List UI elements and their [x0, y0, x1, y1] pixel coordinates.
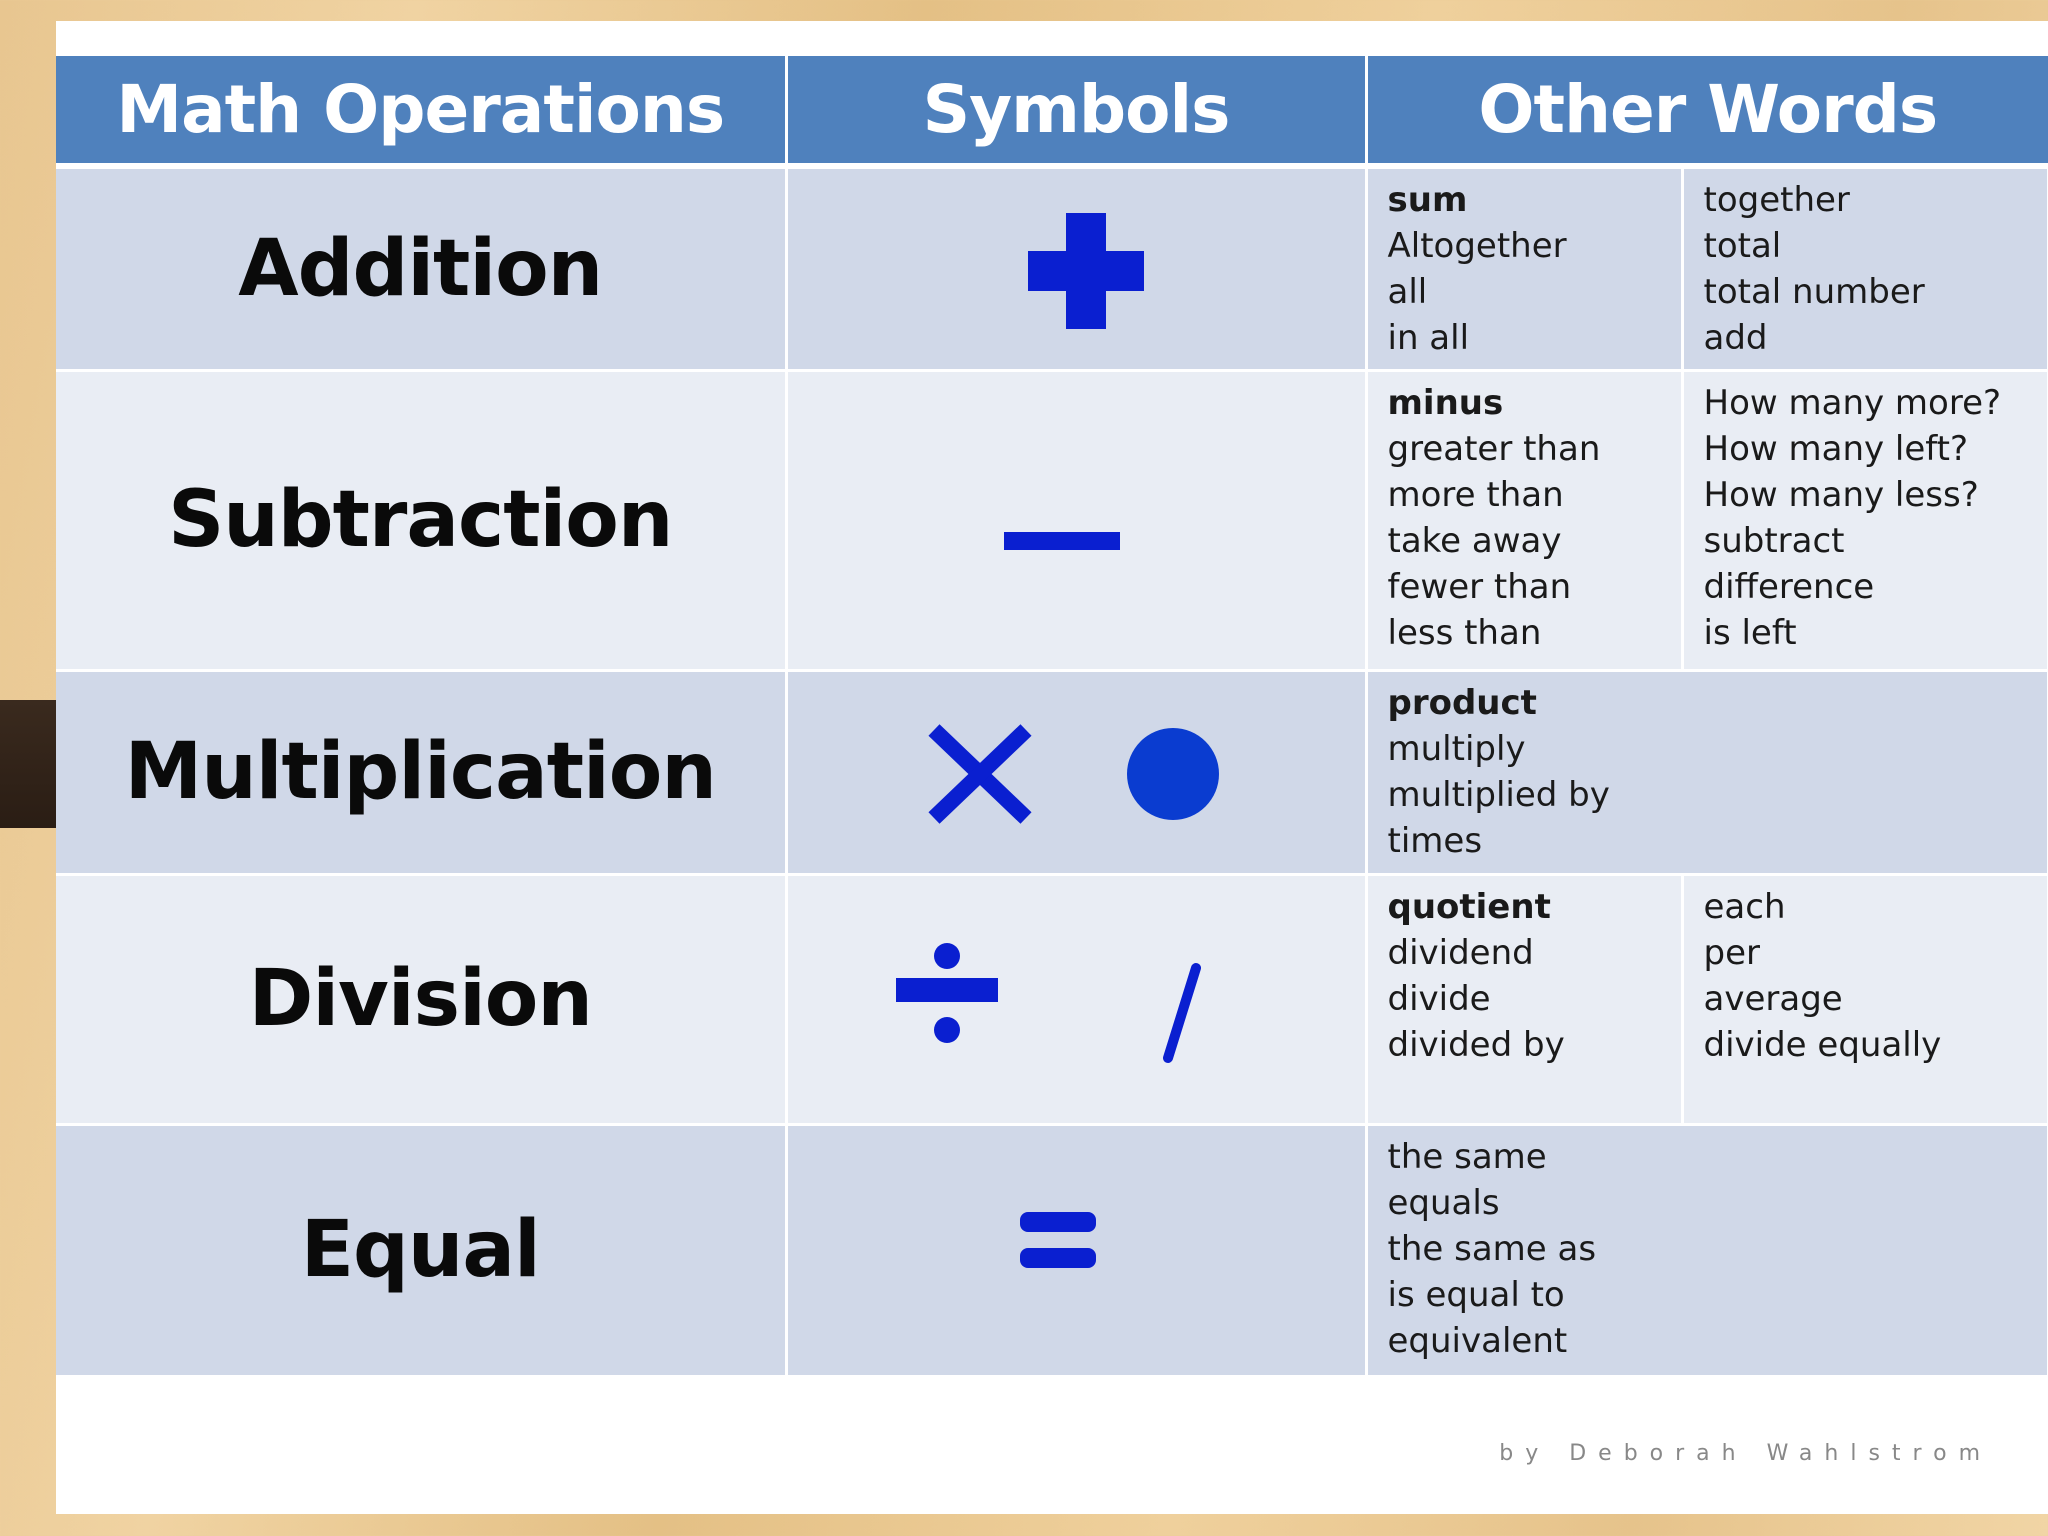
words-right — [1682, 166, 2048, 370]
word-item: How many more? — [1703, 382, 2002, 423]
chart-sheet — [56, 21, 2048, 1514]
word-item: subtract — [1703, 520, 1845, 561]
word-item: greater than — [1387, 428, 1601, 469]
word-item: equivalent — [1387, 1320, 1568, 1361]
plus-icon — [788, 169, 1368, 373]
symbol-cell — [786, 370, 1366, 670]
word-item: take away — [1387, 520, 1562, 561]
words-left — [1366, 874, 1682, 1124]
word-item: the same — [1387, 1136, 1547, 1177]
word-item: per — [1703, 932, 1760, 973]
author-credit: by Deborah Wahlstrom — [1499, 1441, 1992, 1466]
header-row — [56, 56, 2048, 166]
word-item: product — [1387, 682, 1537, 723]
word-item: the same as — [1387, 1228, 1597, 1269]
word-item: equals — [1387, 1182, 1500, 1223]
operation-name: Subtraction — [56, 370, 786, 670]
words-left — [1366, 1124, 2048, 1376]
math-operations-table — [56, 56, 2048, 1378]
symbol-cell — [786, 166, 1366, 370]
symbol-cell — [786, 874, 1366, 1124]
word-item: all — [1387, 272, 1428, 312]
word-item: multiplied by — [1387, 774, 1610, 815]
times-icon — [934, 730, 1026, 818]
word-item: minus — [1387, 382, 1504, 423]
word-item: less than — [1387, 612, 1542, 653]
words-left — [1366, 670, 2048, 874]
symbol-cell — [786, 1124, 1366, 1376]
equals-icon — [788, 1126, 1368, 1378]
operation-name: Multiplication — [56, 670, 786, 874]
slash-icon — [1168, 968, 1196, 1058]
word-item: divide — [1387, 978, 1491, 1019]
header-other-words: Other Words — [1366, 56, 2048, 166]
row-multiplication — [56, 670, 2048, 874]
word-item: How many less? — [1703, 474, 1979, 515]
operation-name: Division — [56, 874, 786, 1124]
word-item: divide equally — [1703, 1024, 1942, 1065]
header-math-operations: Math Operations — [56, 56, 786, 166]
operation-name: Addition — [56, 166, 786, 370]
multiplication-symbols — [788, 672, 1368, 876]
word-item: sum — [1387, 180, 1468, 220]
word-item: times — [1387, 820, 1483, 861]
row-addition — [56, 166, 2048, 370]
word-item: is equal to — [1387, 1274, 1565, 1315]
operation-name: Equal — [56, 1124, 786, 1376]
minus-icon — [788, 372, 1368, 672]
words-right — [1682, 370, 2048, 670]
word-item: add — [1703, 318, 1768, 358]
word-item: difference — [1703, 566, 1875, 607]
header-symbols: Symbols — [786, 56, 1366, 166]
division-symbols — [788, 876, 1368, 1126]
word-item: average — [1703, 978, 1843, 1019]
word-item: total number — [1703, 272, 1925, 312]
word-item: divided by — [1387, 1024, 1565, 1065]
word-item: in all — [1387, 318, 1470, 358]
word-item: more than — [1387, 474, 1564, 515]
word-item: together — [1703, 180, 1850, 220]
word-item: multiply — [1387, 728, 1526, 769]
row-division — [56, 874, 2048, 1124]
words-left — [1366, 370, 1682, 670]
word-item: is left — [1703, 612, 1797, 653]
word-item: Altogether — [1387, 226, 1567, 266]
row-subtraction — [56, 370, 2048, 670]
dot-icon — [1127, 728, 1219, 820]
word-item: fewer than — [1387, 566, 1572, 607]
word-item: How many left? — [1703, 428, 1969, 469]
wood-background-strip — [0, 700, 56, 828]
word-item: quotient — [1387, 886, 1551, 927]
symbol-cell — [786, 670, 1366, 874]
word-item: total — [1703, 226, 1782, 266]
words-right — [1682, 874, 2048, 1124]
divide-icon — [896, 943, 998, 1043]
word-item: each — [1703, 886, 1786, 927]
word-item: dividend — [1387, 932, 1534, 973]
words-left — [1366, 166, 1682, 370]
row-equal — [56, 1124, 2048, 1376]
